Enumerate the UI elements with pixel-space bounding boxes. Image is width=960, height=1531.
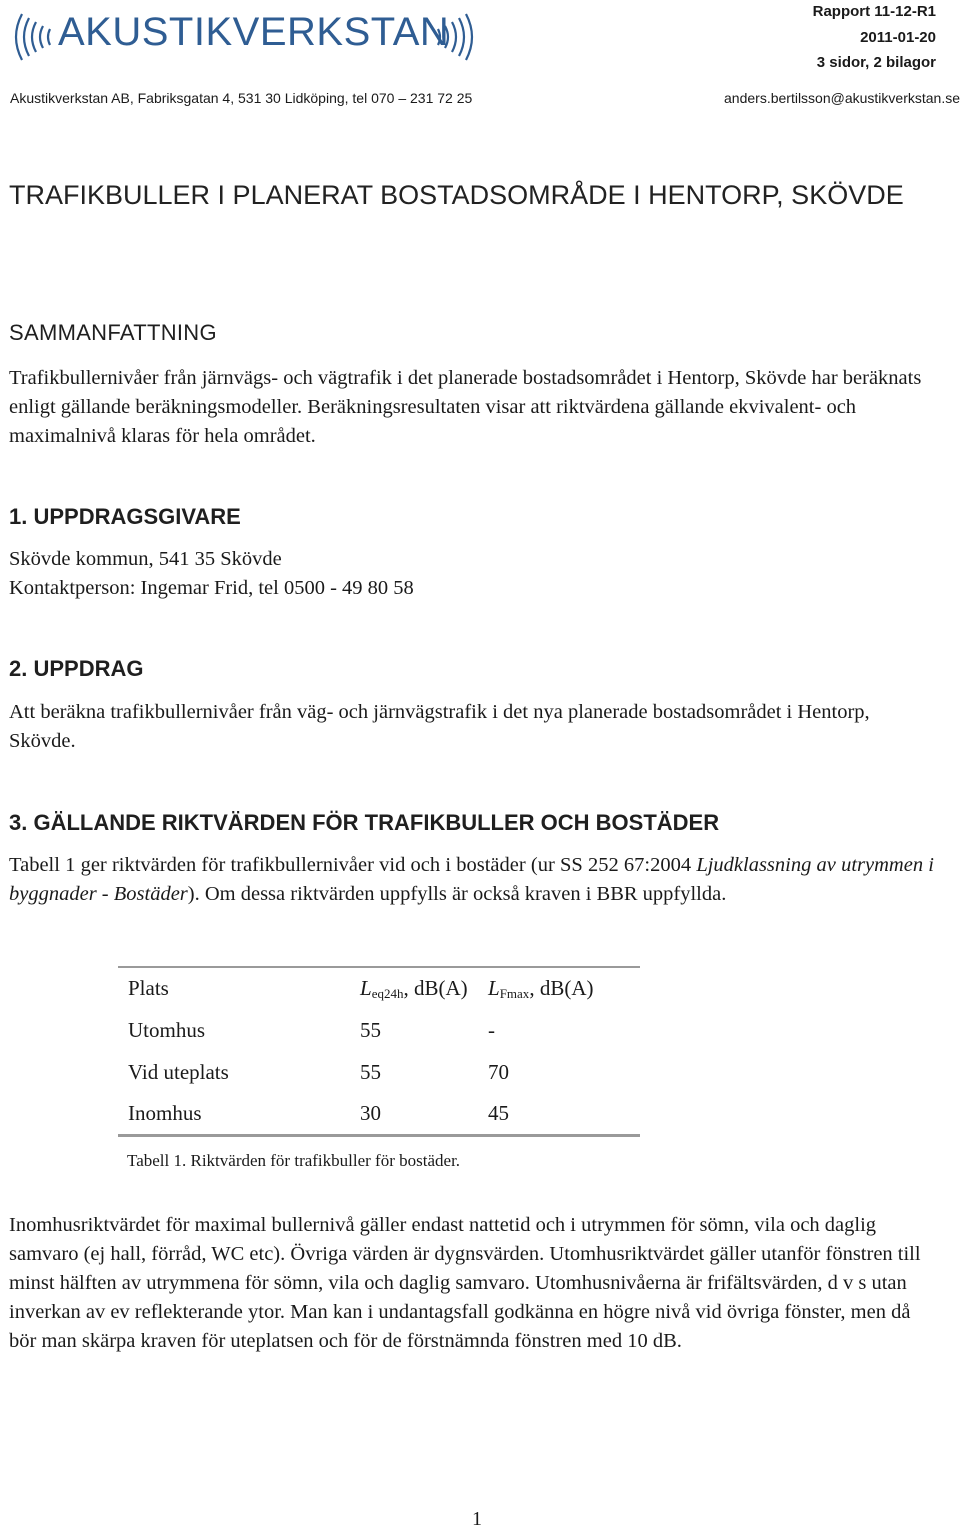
sound-waves-left-icon <box>8 6 58 68</box>
table-row-utomhus-lmax: - <box>488 1018 495 1042</box>
section-1-heading: 1. UPPDRAGSGIVARE <box>9 504 241 529</box>
header-leq-symbol: L <box>360 976 372 1000</box>
table-row-inomhus-plats: Inomhus <box>128 1101 202 1125</box>
task-paragraph: Att beräkna trafikbullernivåer från väg- och järnvägstrafik i det nya planerade bostadsområdet i Hentorp, Skövde. <box>9 701 870 752</box>
header-leq-unit: , dB(A) <box>403 976 468 1000</box>
client-address: Skövde kommun, 541 35 Skövde <box>9 548 282 570</box>
standard-title: Ljudklassning av utrymmen i byggnader - Bostäder <box>9 854 934 905</box>
logo-wordmark: AKUSTIKVERKSTAN <box>58 10 450 54</box>
report-date: 2011-01-20 <box>860 29 936 46</box>
header-lmax-unit: , dB(A) <box>529 976 594 1000</box>
client-contact: Kontaktperson: Ingemar Frid, tel 0500 - 49 80 58 <box>9 577 414 599</box>
table-row-uteplats-plats: Vid uteplats <box>128 1060 229 1084</box>
section-3-paragraph <box>9 851 934 909</box>
section-3-text-a: Tabell 1 ger riktvärden för trafikbullernivåer vid och i bostäder (ur SS 252 67:2004 <box>9 854 697 876</box>
table-row-inomhus-leq: 30 <box>360 1101 381 1125</box>
summary-heading: SAMMANFATTNING <box>9 320 217 345</box>
table-row-utomhus-leq: 55 <box>360 1018 381 1042</box>
header-leq-subscript: eq24h <box>371 986 404 1001</box>
table-row-inomhus-lmax: 45 <box>488 1101 509 1125</box>
sound-waves-right-icon <box>430 6 480 68</box>
page-number: 1 <box>472 1508 482 1530</box>
section-3-text-b: ). Om dessa riktvärden uppfylls är också kraven i BBR uppfyllda. <box>187 883 727 905</box>
contact-email: anders.bertilsson@akustikverkstan.se <box>724 90 960 106</box>
table-top-rule <box>118 966 640 968</box>
table-bottom-rule <box>118 1134 640 1137</box>
header-lmax-subscript: Fmax <box>499 986 530 1001</box>
company-logo <box>8 6 480 68</box>
header-plats: Plats <box>128 976 169 1000</box>
table-caption: Tabell 1. Riktvärden för trafikbuller för bostäder. <box>127 1151 461 1170</box>
table-row-uteplats-lmax: 70 <box>488 1060 509 1084</box>
company-address: Akustikverkstan AB, Fabriksgatan 4, 531 30 Lidköping, tel 070 – 231 72 25 <box>10 90 473 106</box>
guideline-note-paragraph: Inomhusriktvärdet för maximal bullernivå gäller endast nattetid och i utrymmen för sömn, vila och daglig samvaro (ej hall, förråd, WC etc). Övriga värden är dygnsvärden. Utomhusriktvärdet gäller utanför fönstren till minst hälften av utrymmena för sömn, vila och daglig samvaro. Utomhusnivåerna är frifältsvärden, d v s utan inverkan av ev reflekterande ytor. Man kan i undantagsfall godkänna en högre nivå vid övriga fönster, men då bör man skärpa kraven för uteplatsen och för de förstnämnda fönstren med 10 dB. <box>9 1214 921 1352</box>
client-details <box>9 545 934 603</box>
header-lmax-symbol: L <box>488 976 500 1000</box>
table-row-uteplats-leq: 55 <box>360 1060 381 1084</box>
header-lfmax <box>488 976 593 1002</box>
summary-paragraph: Trafikbullernivåer från järnvägs- och vägtrafik i det planerade bostadsområdet i Hentorp, Skövde har beräknats enligt gällande beräkningsmodeller. Beräkningsresultaten visar att riktvärdena gällande ekvivalent- och maximalnivå klaras för hela området. <box>9 367 922 447</box>
section-2-heading: 2. UPPDRAG <box>9 656 144 681</box>
table-row-utomhus-plats: Utomhus <box>128 1018 206 1042</box>
section-3-heading: 3. GÄLLANDE RIKTVÄRDEN FÖR TRAFIKBULLER OCH BOSTÄDER <box>9 810 720 835</box>
report-id: Rapport 11-12-R1 <box>812 3 936 20</box>
header-leq24h <box>360 976 468 1002</box>
document-title: TRAFIKBULLER I PLANERAT BOSTADSOMRÅDE I HENTORP, SKÖVDE <box>9 180 904 210</box>
report-page-count: 3 sidor, 2 bilagor <box>816 54 936 71</box>
